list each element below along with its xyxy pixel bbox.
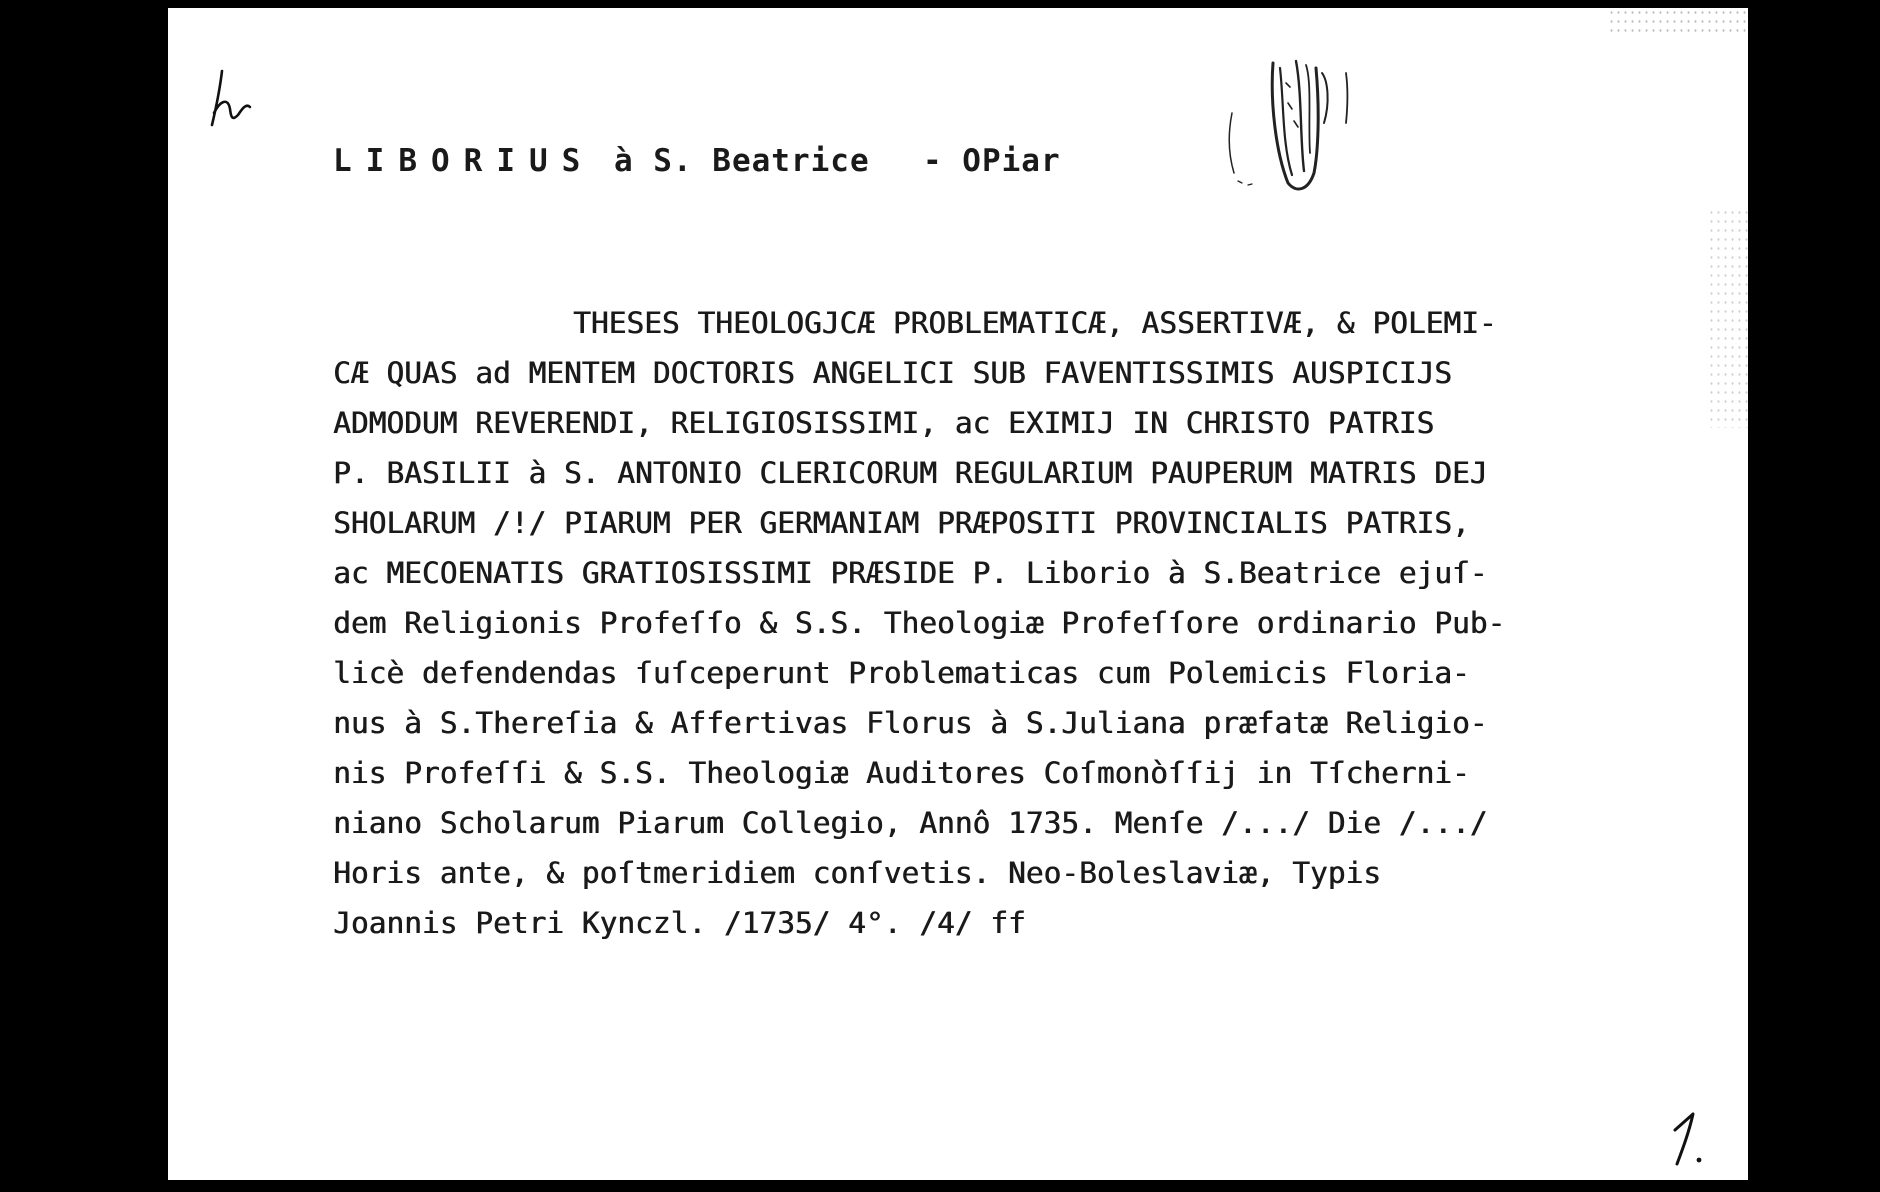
description-line: Joannis Petri Kynczl. /1735/ 4°. /4/ ff [333,906,1026,940]
bibliographic-description [333,298,1633,948]
scan-noise-right [1708,208,1748,428]
description-line: THESES THEOLOGJCÆ PROBLEMATICÆ, ASSERTIVÆ, & POLEMI- [573,306,1497,340]
handwritten-mark-top-left [208,63,258,133]
author-name: LIBORIUS [333,143,595,179]
description-line: licè defendendas ſuſceperunt Problematicas cum Polemicis Floria- [333,656,1470,690]
description-line: dem Religionis Profeſſo & S.S. Theologiæ Profeſſore ordinario Pub- [333,606,1506,640]
description-line: ADMODUM REVERENDI, RELIGIOSISSIMI, ac EXIMIJ IN CHRISTO PATRIS [333,406,1435,440]
description-line: nus à S.Thereſia & Affertivas Florus à S.Juliana præfatæ Religio- [333,706,1488,740]
stamp-scribble [1218,43,1448,203]
scan-noise-top [1608,8,1748,38]
description-line: nis Profeſſi & S.S. Theologiæ Auditores Coſmonòſſij in Tſcherni- [333,756,1470,790]
description-line: ac MECOENATIS GRATIOSISSIMI PRÆSIDE P. Liborio à S.Beatrice ejuſ- [333,556,1488,590]
handwritten-mark-bottom-right [1665,1108,1715,1168]
description-line: P. BASILII à S. ANTONIO CLERICORUM REGULARIUM PAUPERUM MATRIS DEJ [333,456,1488,490]
description-line: niano Scholarum Piarum Collegio, Annô 1735. Menſe /.../ Die /.../ [333,806,1488,840]
author-name-rest: à S. Beatrice [613,143,870,179]
description-line: CÆ QUAS ad MENTEM DOCTORIS ANGELICI SUB FAVENTISSIMIS AUSPICIJS [333,356,1452,390]
catalog-card [168,8,1748,1180]
description-line: SHOLARUM /!/ PIARUM PER GERMANIAM PRÆPOSITI PROVINCIALIS PATRIS, [333,506,1470,540]
card-heading [333,143,1061,179]
religious-order: - OPiar [922,143,1061,179]
description-line: Horis ante, & poſtmeridiem conſvetis. Neo-Boleslaviæ, Typis [333,856,1381,890]
